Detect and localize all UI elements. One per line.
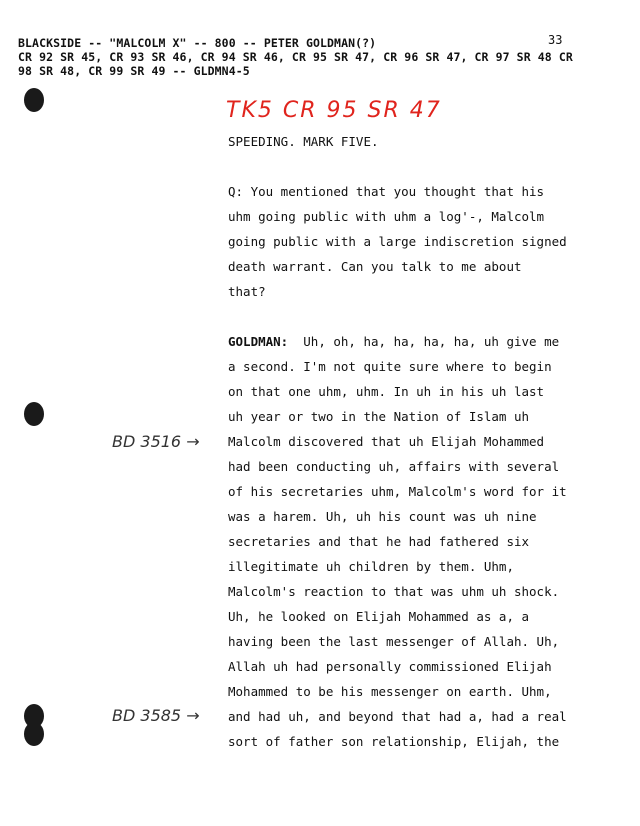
answer-line: sort of father son relationship, Elijah, the (228, 734, 560, 749)
handwritten-bd-note (112, 706, 200, 725)
answer-line: having been the last messenger of Allah. Uh, (228, 634, 560, 649)
answer-line: Malcolm's reaction to that was uhm uh shock. (228, 584, 560, 599)
question-line: Q: You mentioned that you thought that his (228, 184, 545, 199)
answer-line: had been conducting uh, affairs with several (228, 459, 560, 474)
question-line: going public with a large indiscretion signed (228, 234, 567, 249)
binder-hole-icon (24, 722, 44, 746)
handwritten-red-note: TK5 CR 95 SR 47 (226, 98, 442, 123)
binder-hole-icon (24, 88, 44, 112)
bd-note-text: BD 3585 (112, 706, 182, 725)
binder-hole-icon (24, 402, 44, 426)
answer-line (228, 334, 559, 349)
bd-note-text: BD 3516 (112, 432, 182, 451)
answer-line: Uh, he looked on Elijah Mohammed as a, a (228, 609, 530, 624)
answer-line: Mohammed to be his messenger on earth. Uhm, (228, 684, 552, 699)
handwritten-bd-note (112, 432, 200, 451)
header-line-2: CR 92 SR 45, CR 93 SR 46, CR 94 SR 46, CR 95 SR 47, CR 96 SR 47, CR 97 SR 48 CR (18, 50, 573, 64)
speaker-label: GOLDMAN: (228, 334, 289, 349)
answer-line: of his secretaries uhm, Malcolm's word for it (228, 484, 567, 499)
answer-line: secretaries and that he had fathered six (228, 534, 530, 549)
answer-line: illegitimate uh children by them. Uhm, (228, 559, 514, 574)
arrow-icon: → (181, 706, 200, 725)
answer-line: a second. I'm not quite sure where to begin (228, 359, 552, 374)
question-line: death warrant. Can you talk to me about (228, 259, 522, 274)
question-line: uhm going public with uhm a log'-, Malcolm (228, 209, 545, 224)
page-number: 33 (548, 33, 563, 47)
arrow-icon: → (181, 432, 200, 451)
answer-line: on that one uhm, uhm. In uh in his uh last (228, 384, 545, 399)
answer-line: Malcolm discovered that uh Elijah Mohammed (228, 434, 545, 449)
answer-text: Uh, oh, ha, ha, ha, ha, uh give me (288, 334, 560, 349)
header-line-3: 98 SR 48, CR 99 SR 49 -- GLDMN4-5 (18, 64, 250, 78)
answer-line: Allah uh had personally commissioned Elijah (228, 659, 552, 674)
answer-line: and had uh, and beyond that had a, had a real (228, 709, 567, 724)
slate-line: SPEEDING. MARK FIVE. (228, 134, 379, 149)
answer-line: was a harem. Uh, uh his count was uh nine (228, 509, 537, 524)
header-line-1: BLACKSIDE -- "MALCOLM X" -- 800 -- PETER GOLDMAN(?) (18, 36, 377, 50)
question-line: that? (228, 284, 266, 299)
document-header (18, 36, 618, 78)
answer-line: uh year or two in the Nation of Islam uh (228, 409, 530, 424)
